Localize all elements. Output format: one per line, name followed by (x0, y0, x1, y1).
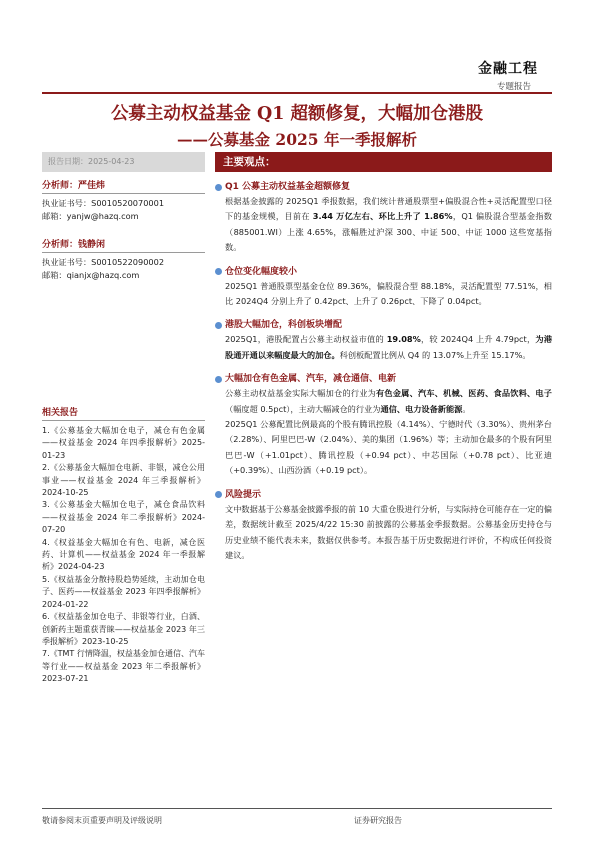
text-emphasis: 3.44 万亿左右、环比上升了 1.86% (312, 211, 453, 222)
related-report-item[interactable]: 1.《公募基金大幅加仓电子，减仓有色金属——权益基金 2024 年四季报解析》2025-01-23 (42, 426, 205, 460)
footer-label: 证券研究报告 (354, 816, 402, 825)
section-text (215, 386, 552, 417)
related-report-item[interactable]: 5.《权益基金分散持股趋势延续，主动加仓电子、医药——权益基金 2023 年四季报解析》2024-01-22 (42, 574, 205, 609)
section-heading (215, 372, 552, 386)
key-points-header: 主要观点： (215, 152, 552, 172)
section-heading-text: 风险提示 (225, 489, 262, 500)
bullet-icon (215, 322, 222, 329)
analyst-name: 分析师：严佳炜 (42, 178, 205, 194)
section-excess-return (215, 180, 552, 256)
section-position (215, 265, 552, 310)
bullet-icon (215, 184, 222, 191)
text-run: 2025Q1 普通股票型基金仓位 89.36%，偏股混合型 88.18%，灵活配置型 77.51%，相比 2024Q4 分别上升了 0.42pct、上升了 0.26pct、下降了 0.04pct。 (225, 280, 552, 307)
report-date: 报告日期：2025-04-23 (42, 152, 205, 172)
section-text (215, 502, 552, 564)
report-type: 专题报告 (497, 82, 532, 92)
section-hk-stocks (215, 318, 552, 363)
related-report-item[interactable]: 3.《公募基金大幅加仓电子，减仓食品饮料——权益基金 2024 年二季报解析》2024-07-20 (42, 500, 205, 535)
section-text (215, 332, 552, 363)
bullet-icon (215, 376, 222, 383)
report-title: 公募主动权益基金 Q1 超额修复，大幅加仓港股 (110, 104, 484, 124)
related-report-item[interactable]: 7.《TMT 行情降温，权益基金加仓通信、汽车等行业——权益基金 2023 年二季报解析》2023-07-21 (42, 649, 205, 684)
text-run: 。 (462, 403, 471, 414)
text-run: 科创板配置比例从 Q4 的 13.07%上升至 15.17%。 (339, 349, 531, 360)
analyst-email[interactable]: 邮箱：qianjx@hazq.com (42, 270, 140, 280)
text-run: （幅度超 0.5pct），主动大幅减仓的行业为 (225, 403, 381, 414)
section-heading-text: 仓位变化幅度较小 (225, 266, 298, 277)
report-subtitle: ——公募基金 2025 年一季报解析 (177, 130, 417, 149)
analyst-name: 分析师：钱静闲 (42, 237, 205, 253)
text-emphasis: 19.08% (386, 334, 421, 345)
related-report-item[interactable]: 4.《权益基金大幅加仓有色、电新，减仓医药、计算机——权益基金 2024 年一季报解析》2024-04-23 (42, 537, 205, 572)
section-text (215, 279, 552, 310)
section-heading (215, 488, 552, 502)
text-emphasis: 有色金属、汽车、机械、医药、食品饮料、电子 (376, 388, 552, 399)
analyst-cert: 执业证书号：S0010520070001 (42, 198, 165, 208)
analyst-sidebar (42, 178, 205, 296)
section-heading (215, 265, 552, 279)
section-risk (215, 488, 552, 564)
text-emphasis: 通信、电力设备新能源 (380, 403, 463, 414)
analyst-card (42, 178, 205, 223)
section-heading-text: 港股大幅加仓，科创板块增配 (225, 320, 343, 331)
section-industry (215, 372, 552, 478)
analyst-cert: 执业证书号：S0010522090002 (42, 257, 165, 267)
text-run: ，Q1 偏股混合型基金指数（885001.WI）上涨 4.65%，涨幅胜过沪深 300、中证 500、中证 1000 这些宽基指数。 (225, 211, 552, 253)
header-rule (42, 92, 552, 94)
section-heading (215, 318, 552, 332)
footer-rule (42, 808, 552, 809)
related-reports-heading: 相关报告 (42, 405, 205, 421)
related-report-item[interactable]: 2.《公募基金大幅加仓电新、非银，减仓公用事业——权益基金 2024 年三季报解析》2024-10-25 (42, 463, 205, 498)
footer-disclaimer: 敬请参阅末页重要声明及评级说明 (42, 816, 162, 825)
related-reports (42, 405, 205, 686)
key-points-body (215, 180, 552, 572)
bullet-icon (215, 268, 222, 275)
section-heading-text: 大幅加仓有色金属、汽车，减仓通信、电新 (225, 374, 397, 385)
bullet-icon (215, 491, 222, 498)
text-run: 2025Q1 公募配置比例最高的个股有腾讯控股（4.14%）、宁德时代（3.30%）、贵州茅台（2.28%）、阿里巴巴-W（2.04%）、美的集团（1.96%）等；主动加仓最多的个股有阿里巴巴-W（+1.01pct）、腾讯控股（+0.94 pct）、中芯国际（+0.78 pct）、比亚迪（+0.39%）、山西汾酒（+0.19 pct）。 (225, 419, 552, 476)
text-emphasis: 为港股通开通以来幅度最大的加仓。 (225, 334, 553, 360)
section-heading (215, 180, 552, 194)
section-text (215, 417, 552, 479)
analyst-card (42, 237, 205, 282)
text-run: 根据基金披露的 2025Q1 季报数据，我们统计普通股票型+偏股混合性+灵活配置型口径下的基金规模，目前在 (225, 196, 552, 222)
text-run: 文中数据基于公募基金披露季报的前 10 大重仓股进行分析，与实际持仓可能存在一定的偏差，数据统计截至 2025/4/22 15:30 前披露的公募基金季报数据。公募基金历史持仓与历史业绩不能代表未来，数据仅供参考。本报告基于历史数据进行评价，不构成任何投资建议。 (225, 503, 552, 560)
section-heading-text: Q1 公募主动权益基金超额修复 (225, 182, 351, 192)
related-report-item[interactable]: 6.《权益基金加仓电子、非银等行业，白酒、创新药主题重获青睐——权益基金 2023 年三季报解析》2023-10-25 (42, 612, 205, 646)
section-text (215, 194, 552, 256)
text-run: ，较 2024Q4 上升 4.79pct， (420, 334, 536, 345)
text-run: 公募主动权益基金实际大幅加仓的行业为 (225, 388, 377, 399)
analyst-email[interactable]: 邮箱：yanjw@hazq.com (42, 211, 139, 221)
brand-name: 金融工程 (478, 61, 538, 77)
text-run: 2025Q1，港股配置占公募主动权益市值的 (225, 334, 387, 345)
